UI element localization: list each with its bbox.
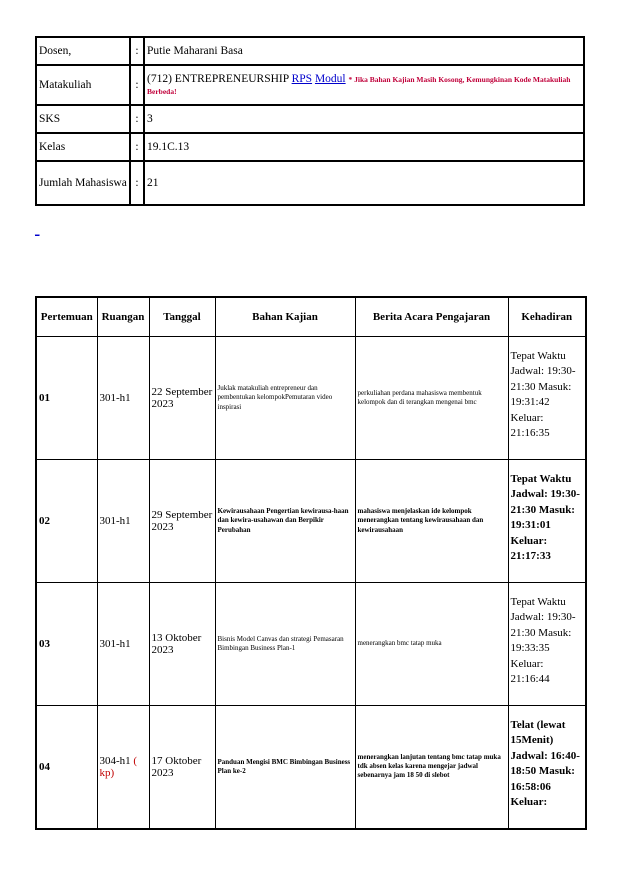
info-row-dosen	[36, 37, 584, 65]
meeting-number: 04	[36, 706, 97, 829]
table-row	[36, 460, 586, 583]
separator: :	[130, 133, 144, 161]
date: 29 September 2023	[149, 460, 215, 583]
attendance: Tepat Waktu Jadwal: 19:30-21:30 Masuk: 19:31:42 Keluar: 21:16:35	[508, 337, 586, 460]
rps-link[interactable]: RPS	[291, 73, 313, 85]
attendance: Tepat Waktu Jadwal: 19:30-21:30 Masuk: 19:33:35 Keluar: 21:16:44	[508, 583, 586, 706]
stray-link[interactable]: _	[35, 226, 40, 236]
table-row	[36, 706, 586, 829]
meeting-number: 02	[36, 460, 97, 583]
info-row-matakuliah	[36, 65, 584, 105]
table-row	[36, 583, 586, 706]
meeting-number: 01	[36, 337, 97, 460]
separator: :	[130, 65, 144, 105]
attendance: Telat (lewat 15Menit) Jadwal: 16:40-18:50 Masuk: 16:58:06 Keluar:	[508, 706, 586, 829]
jumlah-value: 21	[144, 161, 584, 205]
material: Kewirausahaan Pengertian kewirausa-haan dan kewira-usahawan dan Berpikir Perubahan	[215, 460, 355, 583]
kelas-value: 19.1C.13	[144, 133, 584, 161]
room	[97, 583, 149, 706]
matakuliah-label: Matakuliah	[36, 65, 130, 105]
schedule-table	[35, 296, 587, 830]
header-kehadiran: Kehadiran	[508, 297, 586, 337]
minutes: perkuliahan perdana mahasiswa membentuk kelompok dan di terangkan mengenai bmc	[355, 337, 508, 460]
dosen-label: Dosen,	[36, 37, 130, 65]
material: Panduan Mengisi BMC Bimbingan Business Plan ke-2	[215, 706, 355, 829]
room-value: 301-h1	[99, 392, 131, 404]
separator: :	[130, 105, 144, 133]
room-note: ( kp)	[99, 754, 138, 779]
dosen-value: Putie Maharani Basa	[144, 37, 584, 65]
minutes: menerangkan bmc tatap muka	[355, 583, 508, 706]
room	[97, 706, 149, 829]
kelas-label: Kelas	[36, 133, 130, 161]
modul-link[interactable]: Modul	[314, 73, 346, 85]
separator: :	[130, 161, 144, 205]
matakuliah-value: (712) ENTREPRENEURSHIP	[147, 73, 289, 85]
header-berita-acara: Berita Acara Pengajaran	[355, 297, 508, 337]
room-value: 301-h1	[99, 638, 131, 650]
table-row	[36, 337, 586, 460]
minutes: menerangkan lanjutan tentang bmc tatap muka tdk absen kelas karena mengejar jadwal sebenarnya jam 18 50 di slebot	[355, 706, 508, 829]
header-ruangan: Ruangan	[97, 297, 149, 337]
material: Juklak matakuliah entrepreneur dan pembentukan kelompokPemutaran video inspirasi	[215, 337, 355, 460]
sks-value: 3	[144, 105, 584, 133]
course-info-table	[35, 36, 585, 206]
date: 17 Oktober 2023	[149, 706, 215, 829]
room-value: 301-h1	[99, 515, 131, 527]
header-bahan-kajian: Bahan Kajian	[215, 297, 355, 337]
info-row-kelas	[36, 133, 584, 161]
warning-note: * Jika Bahan Kajian Masih Kosong, Kemungkinan Kode Matakuliah Berbeda!	[147, 75, 571, 96]
date: 13 Oktober 2023	[149, 583, 215, 706]
room	[97, 460, 149, 583]
schedule-header-row	[36, 297, 586, 337]
matakuliah-cell	[144, 65, 584, 105]
sks-label: SKS	[36, 105, 130, 133]
minutes: mahasiswa menjelaskan ide kelompok menerangkan tentang kewirausahaan dan kewirausahaan	[355, 460, 508, 583]
info-row-jumlah	[36, 161, 584, 205]
material: Bisnis Model Canvas dan strategi Pemasaran Bimbingan Business Plan-1	[215, 583, 355, 706]
meeting-number: 03	[36, 583, 97, 706]
header-tanggal: Tanggal	[149, 297, 215, 337]
date: 22 September 2023	[149, 337, 215, 460]
header-pertemuan: Pertemuan	[36, 297, 97, 337]
jumlah-label: Jumlah Mahasiswa	[36, 161, 130, 205]
info-row-sks	[36, 105, 584, 133]
separator: :	[130, 37, 144, 65]
attendance: Tepat Waktu Jadwal: 19:30-21:30 Masuk: 19:31:01 Keluar: 21:17:33	[508, 460, 586, 583]
room	[97, 337, 149, 460]
room-value: 304-h1	[99, 754, 131, 767]
